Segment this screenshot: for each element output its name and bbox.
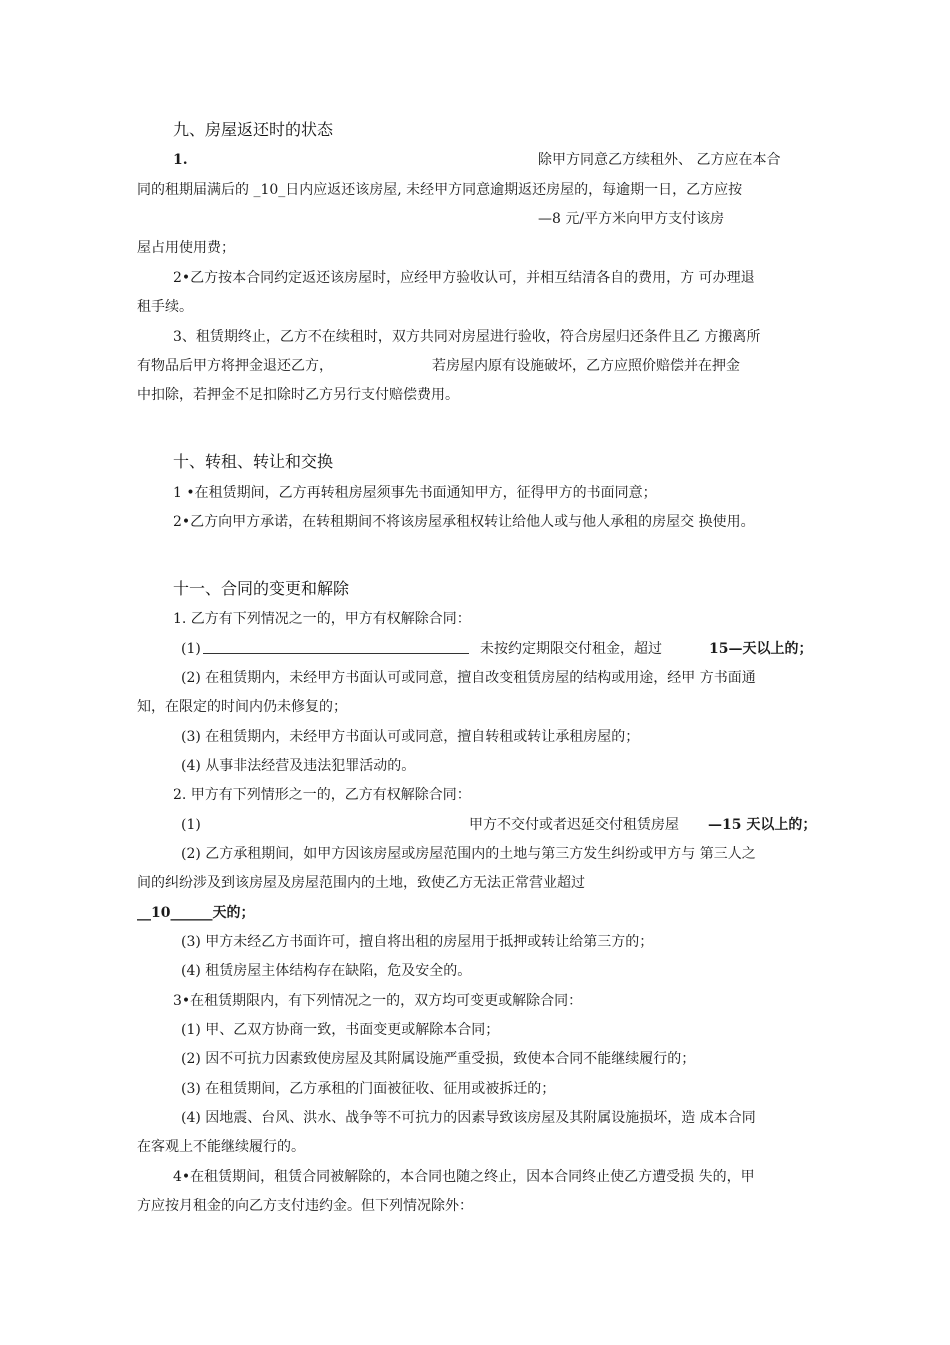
s11-clause-3-item-4-line-b: 在客观上不能继续履行的。 [137, 1139, 305, 1155]
s11-clause-2-item-1-text: 甲方不交付或者迟延交付租赁房屋 [469, 817, 679, 833]
s11-clause-3-item-4-line-a: (4) 因地震、台风、洪水、战争等不可抗力的因素导致该房屋及其附属设施损坏，造 成本合同 [181, 1110, 756, 1126]
s11-clause-1-item-3: (3) 在租赁期内，未经甲方书面认可或同意，擅自转租或转让承租房屋的； [181, 729, 640, 745]
s9-clause-3-line-a: 3、租赁期终止，乙方不在续租时，双方共同对房屋进行验收，符合房屋归还条件且乙 方搬离所 [173, 329, 761, 345]
s11-clause-2-item-1-days: —15 天以上的； [708, 817, 817, 833]
s11-clause-1: 1. 乙方有下列情况之一的，甲方有权解除合同： [173, 611, 471, 627]
s11-clause-1-item-4: (4) 从事非法经营及违法犯罪活动的。 [181, 758, 416, 774]
s9-clause-1-line-d: 屋占用使用费； [137, 240, 235, 256]
s11-clause-2-item-2-line-c: __10______天的； [137, 905, 255, 921]
s9-clause-2-line-b: 租手续。 [137, 299, 193, 315]
s9-clause-2-line-a: 2•乙方按本合同约定返还该房屋时，应经甲方验收认可，并相互结清各自的费用，方 可办理退 [173, 270, 755, 286]
s11-clause-1-item-1-text: 未按约定期限交付租金，超过 [480, 641, 662, 657]
s9-clause-3-line-b1: 有物品后甲方将押金退还乙方， [137, 358, 333, 374]
s11-clause-3-item-3: (3) 在租赁期间，乙方承租的门面被征收、征用或被拆迁的； [181, 1081, 556, 1097]
s11-clause-2-item-2-line-b: 间的纠纷涉及到该房屋及房屋范围内的土地，致使乙方无法正常营业超过 [137, 875, 585, 891]
s11-clause-1-item-1-number: (1) [181, 641, 201, 657]
s11-clause-3: 3•在租赁期限内，有下列情况之一的，双方均可变更或解除合同： [173, 993, 583, 1009]
s9-clause-3-line-c: 中扣除，若押金不足扣除时乙方另行支付赔偿费用。 [137, 387, 459, 403]
s10-clause-1: 1 •在租赁期间，乙方再转租房屋须事先书面通知甲方，征得甲方的书面同意； [173, 485, 657, 501]
s11-clause-4-line-b: 方应按月租金的向乙方支付违约金。但下列情况除外： [137, 1198, 473, 1214]
s9-clause-1-line-c: —8 元/平方米向甲方支付该房 [538, 211, 725, 227]
s11-clause-1-item-2-line-a: (2) 在租赁期内，未经甲方书面认可或同意，擅自改变租赁房屋的结构或用途，经甲 方书面通 [181, 670, 756, 686]
s9-clause-1-line-b: 同的租期届满后的 _10_日内应返还该房屋, 未经甲方同意逾期返还房屋的，每逾期一日，乙方应按 [137, 182, 743, 198]
section-11-title: 十一、合同的变更和解除 [173, 579, 350, 598]
s11-clause-2-item-3: (3) 甲方未经乙方书面许可，擅自将出租的房屋用于抵押或转让给第三方的； [181, 934, 654, 950]
s11-clause-1-item-1-blank [203, 639, 469, 660]
s11-clause-3-item-2: (2) 因不可抗力因素致使房屋及其附属设施严重受损，致使本合同不能继续履行的； [181, 1051, 696, 1067]
s11-clause-1-item-2-line-b: 知，在限定的时间内仍未修复的； [137, 699, 347, 715]
s11-clause-4-line-a: 4•在租赁期间，租赁合同被解除的，本合同也随之终止，因本合同终止使乙方遭受损 失的，甲 [173, 1169, 755, 1185]
s11-clause-2-item-1-number: (1) [181, 817, 201, 833]
s9-clause-1-number: 1. [173, 152, 188, 168]
s11-clause-2: 2. 甲方有下列情形之一的，乙方有权解除合同： [173, 787, 471, 803]
s10-clause-2: 2•乙方向甲方承诺，在转租期间不将该房屋承租权转让给他人或与他人承租的房屋交 换使用。 [173, 514, 755, 530]
s11-clause-2-item-4: (4) 租赁房屋主体结构存在缺陷，危及安全的。 [181, 963, 472, 979]
s11-clause-3-item-1: (1) 甲、乙双方协商一致，书面变更或解除本合同； [181, 1022, 500, 1038]
section-10-title: 十、转租、转让和交换 [173, 452, 334, 471]
s11-clause-1-item-1-days: 15—天以上的； [709, 641, 813, 657]
s9-clause-1-line-a: 除甲方同意乙方续租外、 乙方应在本合 [538, 152, 781, 168]
s9-clause-3-line-b2: 若房屋内原有设施破坏，乙方应照价赔偿并在押金 [432, 358, 740, 374]
s11-clause-2-item-2-line-a: (2) 乙方承租期间，如甲方因该房屋或房屋范围内的土地与第三方发生纠纷或甲方与 第三人之 [181, 846, 756, 862]
section-9-title: 九、房屋返还时的状态 [173, 120, 334, 139]
